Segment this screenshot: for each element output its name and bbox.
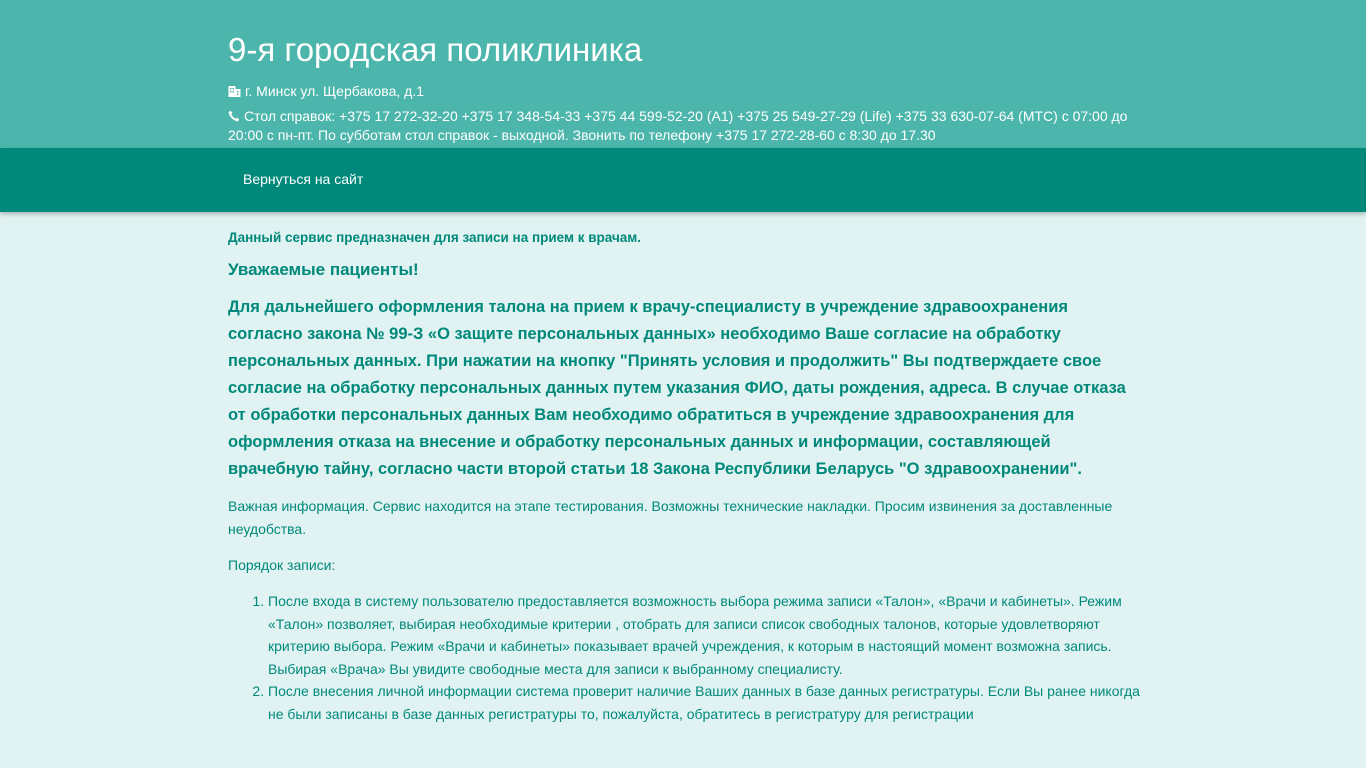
phone-icon: [228, 108, 240, 126]
phone-info: [228, 107, 1128, 144]
address-text: г. Минск ул. Щербакова, д.1: [245, 83, 424, 99]
address-line: [228, 82, 424, 101]
consent-notice: Для дальнейшего оформления талона на прием к врачу-специалисту в учреждение здравоохранения согласно закона № 99-З «О защите персональных данных» необходимо Ваше согласие на обработку персональных данных. При нажатии на кнопку "Принять условия и продолжить" Вы подтверждаете свое согласие на обработку персональных данных путем указания ФИО, даты рождения, адреса. В случае отказа от обработки персональных данных Вам необходимо обратиться в учреждение здравоохранения для оформления отказа на внесение и обработку персональных данных и информации, составляющей врачебную тайну, согласно части второй статьи 18 Закона Республики Беларусь "О здравоохранении".: [228, 298, 1126, 478]
site-header: [0, 0, 1366, 148]
testing-notice: Важная информация. Сервис находится на этапе тестирования. Возможны технические накладки. Просим извинения за доставленные неудобства.: [228, 498, 1113, 537]
greeting-heading: Уважаемые пациенты!: [228, 260, 419, 279]
building-icon: [228, 83, 241, 101]
list-item: 2. После внесения личной информации система проверит наличие Ваших данных в базе данных регистратуры. Если Вы ранее никогда не были записаны в базе данных регистратуры то, пожалуйста, обратитесь в регистратуру для регистрации: [268, 680, 1143, 725]
clinic-title: 9-я городская поликлиника: [228, 31, 643, 68]
back-to-site-link[interactable]: Вернуться на сайт: [243, 171, 364, 187]
steps-list: [228, 590, 1143, 725]
navbar: [0, 148, 1366, 212]
service-intro: Данный сервис предназначен для записи на прием к врачам.: [228, 230, 642, 245]
main-content: [228, 228, 1143, 725]
order-label: Порядок записи:: [228, 557, 336, 573]
list-item: 1. После входа в систему пользователю предоставляется возможность выбора режима записи «Талон», «Врачи и кабинеты». Режим «Талон» позволяет, выбирая необходимые критерии , отобрать для записи список свободных талонов, которые удовлетворяют критерию выбора. Режим «Врачи и кабинеты» показывает врачей учреждения, к которым в настоящий момент возможна запись. Выбирая «Врача» Вы увидите свободные места для записи к выбранному специалисту.: [268, 590, 1143, 680]
phone-text: Стол справок: +375 17 272-32-20 +375 17 348-54-33 +375 44 599-52-20 (А1) +375 25 549-27-29 (Life) +375 33 630-07-64 (МТС) с 07:00 до 20:00 с пн-пт. По субботам стол справок - выходной. Звонить по телефону +375 17 272-28-60 с 8:30 до 17.30: [228, 108, 1128, 143]
